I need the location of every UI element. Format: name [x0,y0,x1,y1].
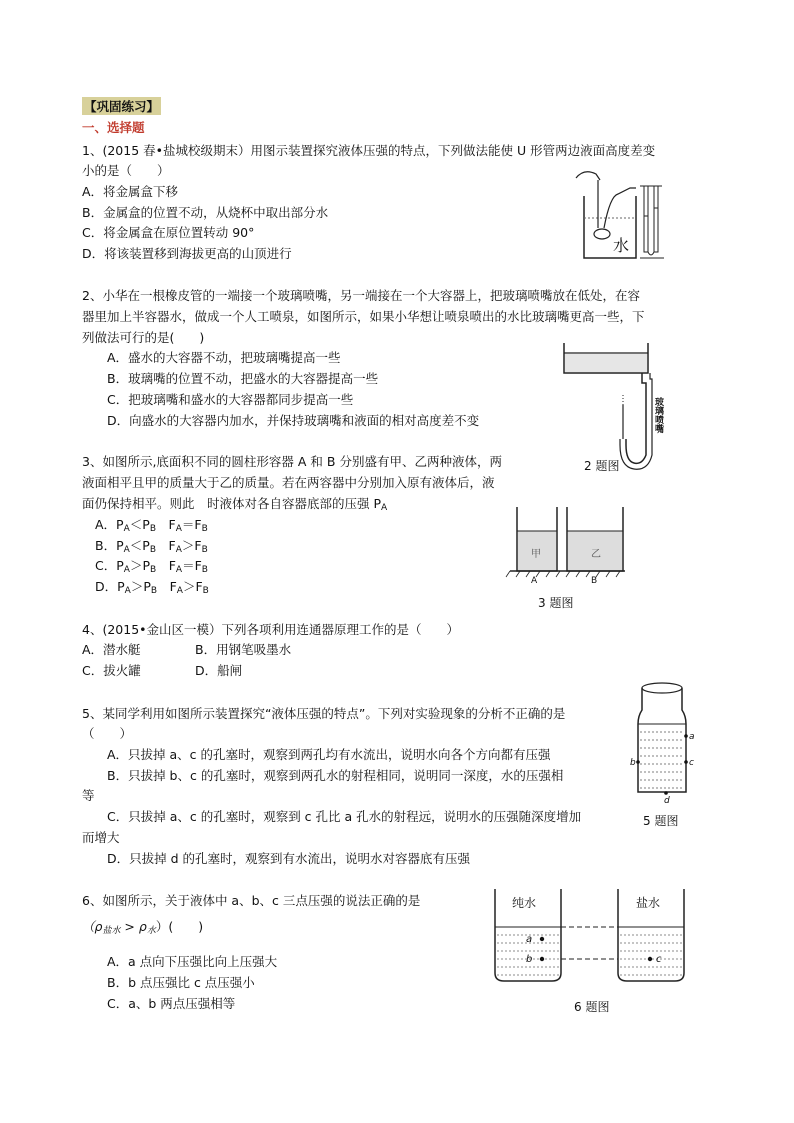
q6-option-b: B．b 点压强比 c 点压强小 [107,975,255,990]
q3-stem-line1: 3、如图所示,底面积不同的圆柱形容器 A 和 B 分别盛有甲、乙两种液体，两 [82,454,502,469]
q5-option-d: D．只拔掉 d 的孔塞时，观察到有水流出，说明水对容器底有压强 [107,851,471,866]
q6-label-salt-water: 盐水 [636,896,661,910]
q3-option-d: D．$P_A>P_B$ $F_A>F_B$ [95,579,209,596]
q5-option-a: A．只拔掉 a、c 的孔塞时，观察到两孔均有水流出，说明水向各个方向都有压强 [107,747,551,762]
q3-stem-line2: 液面相平且甲的质量大于乙的质量。若在两容器中分别加入原有液体后，液 [82,475,495,490]
q5-point-a: a [689,732,695,742]
q5-figure-caption: 5 题图 [643,814,679,828]
q3-figure-containers [505,505,630,585]
q5-point-c: c [689,758,694,768]
q3-figure-label-b: B [591,576,598,586]
q1-figure-pressure-gauge [570,166,670,266]
q1-stem-line2: 小的是（ ） [82,163,170,178]
q5-stem-line2: （ ） [82,726,133,741]
q3-option-b: B．$P_A<P_B$ $F_A>F_B$ [95,538,208,555]
q6-point-b: b [526,954,533,965]
q3-figure-caption: 3 题图 [538,596,574,610]
q4-option-c: C．拔火罐 [82,663,141,678]
q4-option-b: B．用钢笔吸墨水 [195,642,292,657]
q5-stem-line1: 5、某同学利用如图所示装置探究“液体压强的特点”。下列对实验现象的分析不正确的是 [82,706,566,721]
q4-option-d: D．船闸 [195,663,243,678]
q4-stem: 4、(2015•金山区一模）下列各项利用连通器原理工作的是（ ） [82,622,460,637]
q5-figure-bottle [630,680,695,806]
q1-option-c: C．将金属盒在原位置转动 90° [82,225,255,240]
q2-option-d: D．向盛水的大容器内加水，并保持玻璃嘴和液面的相对高度差不变 [107,413,480,428]
q3-figure-label-a: A [531,576,538,586]
q5-point-d: d [664,796,670,806]
q2-figure-fountain [560,335,680,470]
q5-point-b: b [630,758,636,768]
q2-option-a: A．盛水的大容器不动，把玻璃嘴提高一些 [107,350,341,365]
q6-condition: $(\rho_{盐水} > \rho_水)$( ) [82,919,204,936]
q2-option-b: B．玻璃嘴的位置不动，把盛水的大容器提高一些 [107,371,379,386]
q2-stem-line3: 列做法可行的是( ) [82,330,205,345]
q6-figure-beakers [490,885,690,985]
q6-point-a: a [526,934,533,945]
section-heading: 一、选择题 [82,120,145,135]
q1-option-b: B．金属盒的位置不动，从烧杯中取出部分水 [82,205,329,220]
q5-option-b-line2: 等 [82,788,95,803]
q1-stem-line1: 1、(2015 春•盐城校级期末）用图示装置探究液体压强的特点，下列做法能使 U 形管两边液面高度差变 [82,143,656,158]
q3-option-a: A．$P_A<P_B$ $F_A=F_B$ [95,517,208,534]
q1-option-a: A．将金属盒下移 [82,184,179,199]
q3-figure-label-left: 甲 [531,549,541,560]
q6-label-pure-water: 纯水 [512,896,537,910]
q5-option-b-line1: B．只拔掉 b、c 的孔塞时，观察到两孔水的射程相同，说明同一深度，水的压强相 [107,768,564,783]
q4-option-a: A．潜水艇 [82,642,141,657]
q1-option-d: D．将该装置移到海拔更高的山顶进行 [82,246,292,261]
q2-stem-line2: 器里加上半容器水，做成一个人工喷泉，如图所示，如果小华想让喷泉喷出的水比玻璃嘴更高一些，下 [82,309,645,324]
q3-option-c: C．$P_A>P_B$ $F_A=F_B$ [95,558,208,575]
q6-figure-caption: 6 题图 [574,1000,610,1014]
section-tag: 【巩固练习】 [84,99,160,114]
q5-option-c-line1: C．只拔掉 a、c 的孔塞时，观察到 c 孔比 a 孔水的射程远，说明水的压强随深度增加 [107,809,582,824]
q2-figure-caption: 2 题图 [584,459,620,473]
q6-point-c: c [656,954,662,965]
q5-option-c-line2: 而增大 [82,830,120,845]
q6-stem: 6、如图所示，关于液体中 a、b、c 三点压强的说法正确的是 [82,893,421,908]
q2-option-c: C．把玻璃嘴和盛水的大容器都同步提高一些 [107,392,354,407]
q6-option-c: C．a、b 两点压强相等 [107,996,236,1011]
q3-figure-label-right: 乙 [591,549,601,560]
q6-option-a: A．a 点向下压强比向上压强大 [107,954,278,969]
q2-figure-label: 玻璃喷嘴 [653,397,663,433]
q1-figure-label: 水 [613,236,630,255]
q3-stem-line3: 面仍保持相平。则此 时液体对各自容器底部的压强 $P_A$ [82,496,388,513]
q2-stem-line1: 2、小华在一根橡皮管的一端接一个玻璃喷嘴，另一端接在一个大容器上，把玻璃喷嘴放在低处，在容 [82,288,640,303]
